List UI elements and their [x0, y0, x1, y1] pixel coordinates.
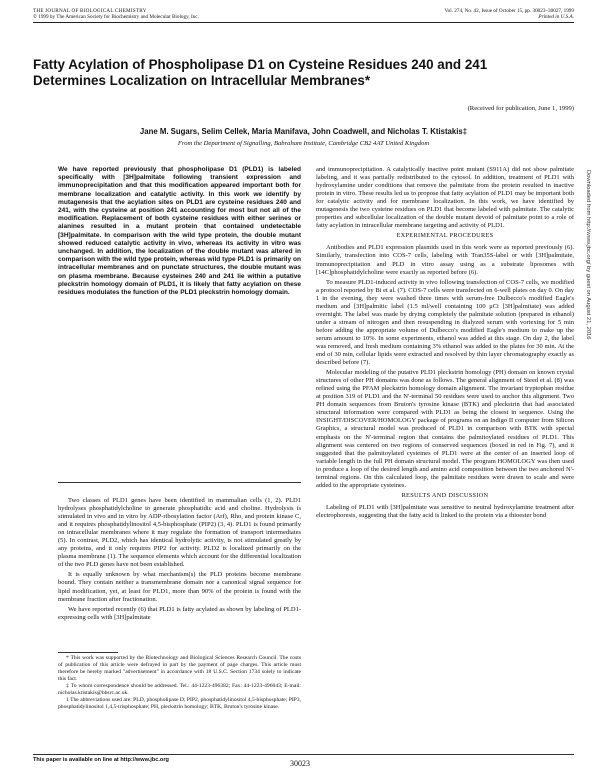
footnote-correspondence: ‡ To whom correspondence should be addressed. Tel.: 44-1223-496382; Fax: 44-1223-496043; E-mail: nicholas.ktistakis@bbsrc.ac.uk.: [58, 683, 301, 696]
intro-paragraph: We have reported recently (6) that PLD1 is fatty acylated as shown by labeling of PLD1-expressing cells with [3H]palmitate: [58, 605, 301, 621]
online-note: This paper is available on line at http://www.jbc.org: [33, 757, 169, 763]
right-column: [316, 166, 574, 520]
article-title: Fatty Acylation of Phospholipase D1 on Cysteine Residues 240 and 241 Determines Localization on Intracellular Membranes*: [33, 57, 488, 89]
procedures-paragraph: To measure PLD1-induced activity in vivo following transfection of COS-7 cells, we modified a protocol reported by Bi et al. (7). COS-7 cells were transfected on 6-well plates on day 0. On day 1 in the evening, they were washed three times with serum-free Dulbecco's modified Eagle's medium and [3H]palmitic label (1.5 ml/well containing 100 μCi [3H]palmitate) was added overnight. The label was made by drying completely the palmitate solution (prepared in ethanol) under a stream of nitrogen and then resuspending in dialyzed serum with vortexing for 5 min before adding the appropriate volume of Dulbecco's modified Eagle's medium to make up the serum amount to 10%. In some experiments, ethanol was added at this stage. On day 2, the label was removed, and fresh medium containing 3% ethanol was added to the plates for 30 min. At the end of 30 min, cellular lipids were extracted and resolved by thin layer chromatography exactly as described before (7).: [316, 278, 574, 367]
journal-header: [33, 8, 199, 21]
footnote-abbreviations: 1 The abbreviations used are: PLD, phospholipase D; PIP2, phosphatidylinositol 4,5-bisphosphate; PIP3, phosphatidylinositol 1,4,5-trisphosphate; PH, pleckstrin homology; BTK, Bruton's tyrosine kinase.: [58, 697, 301, 710]
volume-info: Vol. 274, No. 42, Issue of October 15, pp. 30023–30027, 1999: [444, 8, 574, 14]
page-number: 30023: [290, 759, 310, 768]
footnotes: [58, 655, 301, 711]
results-paragraph: Labeling of PLD1 with [3H]palmitate was sensitive to neutral hydroxylamine treatment after electrophoresis, suggesting that the fatty acid is linked to the protein via a thioester bond: [316, 503, 574, 519]
journal-name: THE JOURNAL OF BIOLOGICAL CHEMISTRY: [33, 8, 147, 14]
procedures-heading: EXPERIMENTAL PROCEDURES: [396, 232, 494, 240]
intro-paragraph: It is equally unknown by what mechanism(s) the PLD proteins become membrane bound. They contain neither a transmembrane domain nor a canonical signal sequence for lipid modification, yet, at least for PLD1, more than 90% of the protein is found with the membrane fraction after fractionation.: [58, 571, 301, 603]
intro-paragraph: Two classes of PLD1 genes have been identified in mammalian cells (1, 2). PLD1 hydrolyses phosphatidylcholine to generate phosphatidic acid and choline. Hydrolysis is stimulated in vivo and in vitro by ADP-ribosylation factor (Arf), Rho, and protein kinase C, and it requires phosphatidylinositol 4,5-bisphosphate (PIP2) (3, 4). PLD1 is found primarily on intracellular membranes where it may regulate the formation of transport intermediates (5). In contrast, PLD2, which has identical hydrolytic activity, is not stimulated greatly by any proteins, and it only requires PIP2 for activity. PLD2 is localized primarily on the plasma membrane (1). The sequence elements which account for the differential localization of the two PLD genes have not been established.: [58, 497, 301, 569]
intro-continued: and immunoprecipitation. A catalytically inactive point mutant (S911A) did not show palmitate labeling, and it was partially redistributed to the cytosol. In addition, treatment of PLD1 with hydroxylamine under conditions that remove the palmitate from the protein resulted in inactive protein in vitro. These results led us to propose that fatty acylation of PLD1 may be important both for catalytic activity and for membrane localization. In this work, we have identified by mutagenesis the two cysteine residues on PLD1 that become labeled with palmitate. The catalytic properties and subcellular localization of the double mutant devoid of palmitate point to a role of fatty acylation in intracellular membrane targeting and activity of PLD1.: [316, 166, 574, 230]
footnote-funding: * This work was supported by the Biotechnology and Biological Sciences Research Council. The costs of publication of this article were defrayed in part by the payment of page charges. This article must therefore be hereby marked "advertisement" in accordance with 18 U.S.C. Section 1734 solely to indicate this fact.: [58, 655, 301, 682]
copyright: © 1999 by The American Society for Biochemistry and Molecular Biology, Inc.: [33, 14, 199, 21]
abstract-rule: [58, 482, 301, 483]
received-date: (Received for publication, June 1, 1999): [467, 105, 574, 112]
introduction: [58, 497, 301, 622]
results-heading: RESULTS AND DISCUSSION: [401, 491, 489, 499]
procedures-paragraph: Antibodies and PLD1 expression plasmids used in this work were as reported previously (6). Similarly, transfection into COS-7 cells, labeling with Tran35S-label or with [3H]palmitate, immunoprecipitation and PLD in vitro assay using as a substrate liposomes with [14C]phosphatidylcholine were exactly as reported before (6).: [316, 244, 574, 276]
abstract: We have reported previously that phospholipase D1 (PLD1) is labeled specifically with [3H]palmitate following transient expression and immunoprecipitation and that this modification appeared important both for membrane localization and catalytic activity. In this work we identify by mutagenesis that the acylation sites on PLD1 are cysteine residues 240 and 241, with the cysteine at position 241 accounting for most but not all of the modification. Replacement of both cysteine residues with either serines or alanines resulted in a mutant protein that contained undetectable [3H]palmitate. In comparison with the wild type protein, the double mutant showed reduced catalytic activity in vivo, whereas its activity in vitro was unchanged. In addition, the localization of the double mutant was altered in comparison with the wild type protein, whereas wild type PLD1 is primarily on intracellular membranes and on punctate structures, the double mutant was on plasma membrane. Because cysteines 240 and 241 lie within a putative pleckstrin homology domain of PLD1, it is likely that fatty acylation on these residues modulates the function of the PLD1 pleckstrin homology domain.: [58, 166, 301, 297]
printed-in: Printed in U.S.A.: [538, 14, 574, 21]
footer-rule: [33, 754, 574, 755]
header-rule: [33, 22, 574, 23]
affiliation: From the Department of Signalling, Babraham Institute, Cambridge CB2 4AT United Kingdom: [177, 140, 430, 147]
footnote-rule: [58, 652, 118, 653]
issue-header: [346, 8, 574, 21]
download-watermark: Downloaded from http://www.jbc.org/ by guest on August 21, 2016: [585, 170, 591, 340]
procedures-paragraph: Molecular modeling of the putative PLD1 pleckstrin homology (PH) domain on known crystal structures of other PH domains was done as follows. The general alignment of Steed et al. (8) was refined using the PFAM pleckstrin homology domain alignment. The invariant tryptophan residue at position 319 of PLD1 and the N'-terminal 50 residues were used to anchor this alignment. Two PH domain sequences from Bruton's tyrosine kinase (BTK) and pleckstrin that had associated structural information were compared with PLD1 as being the closest in sequence. Using the INSIGHT/DISCOVER/HOMOLOGY package of programs on an Indigo II computer from Silicon Graphics, a structural model was produced of PLD1 in comparison with BTK with special emphasis on the N'-terminal region that contains the palmitoylated residues of PLD1. This alignment was centered on two regions of conserved sequences (boxed in red in Fig. 7), and it suggested that the palmitoylated cysteines of PLD1 were at the center of an inserted loop of variable length in the full PH domain structural model. The program HOMOLOGY was then used to produce a loop of the desired length and amino acid composition between the two anchored N'-terminal regions. On this calculated loop, the palmitate residues were drawn to scale and were added to the appropriate cysteines.: [316, 369, 574, 489]
authors: Jane M. Sugars, Selim Cellek, Maria Manifava, John Coadwell, and Nicholas T. Ktistakis‡: [139, 127, 468, 136]
